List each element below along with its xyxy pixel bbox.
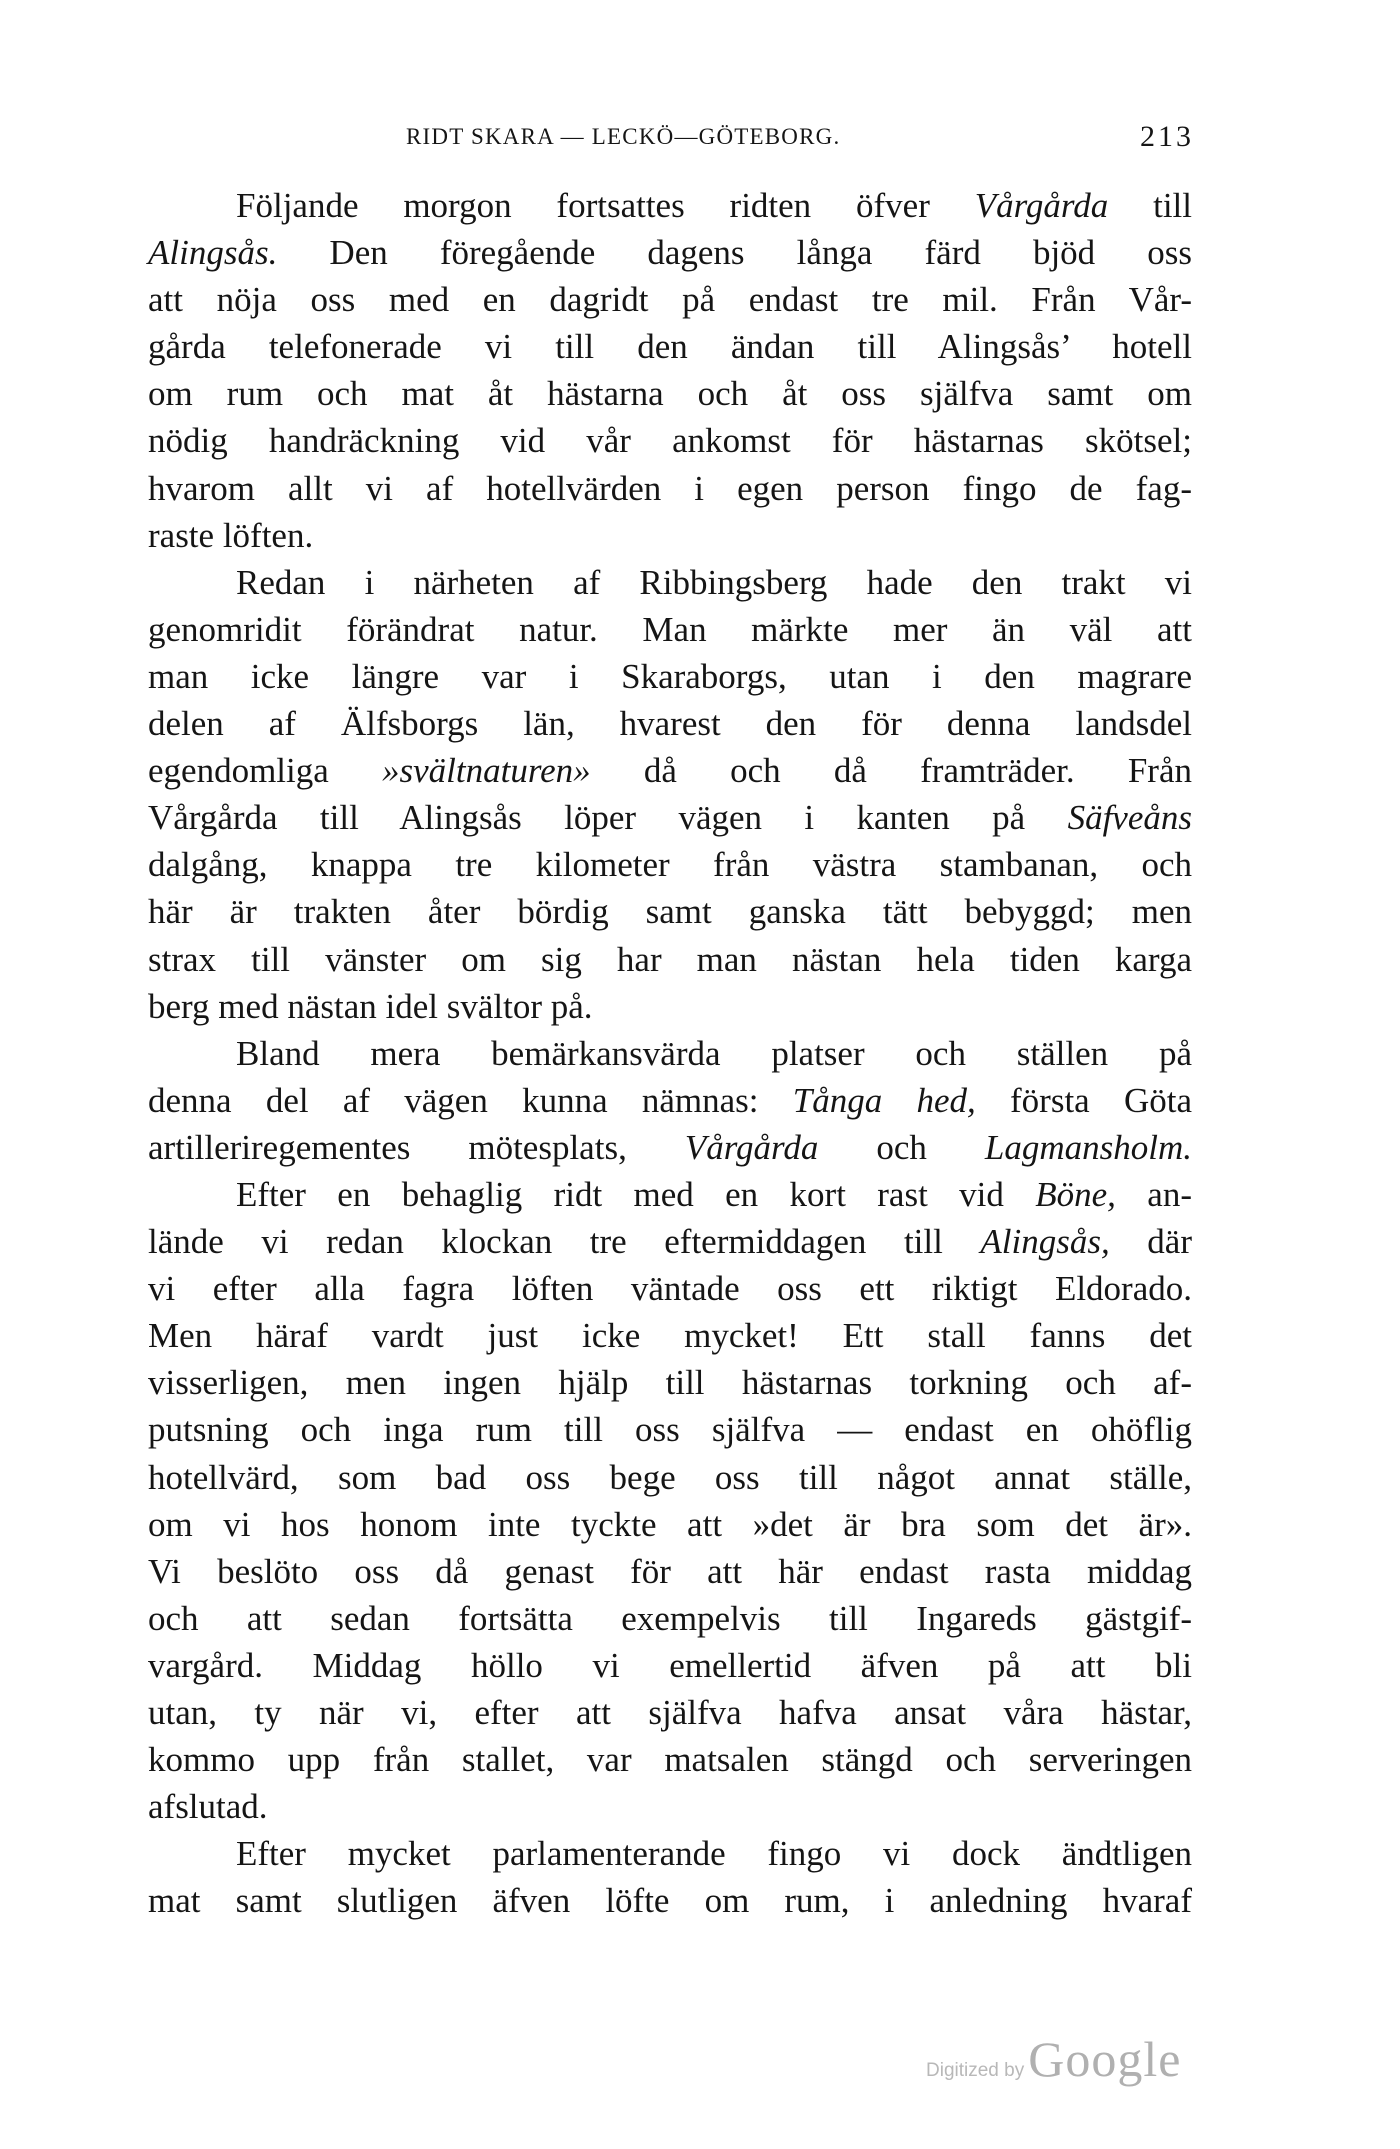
text-line (148, 1077, 1192, 1124)
text-line (148, 1454, 1192, 1501)
text-line (148, 1218, 1192, 1265)
text-line (148, 559, 1192, 606)
text-line (148, 653, 1192, 700)
text-line (148, 417, 1192, 464)
text-run: att nöja oss med en dagridt på endast tre mil. Från Vår- (148, 280, 1192, 320)
text-run: artilleriregementes mötesplats, (148, 1127, 685, 1167)
text-line (148, 841, 1192, 888)
text-run: första Göta (975, 1080, 1192, 1120)
text-line (148, 1736, 1192, 1783)
text-line (148, 1406, 1192, 1453)
text-line (148, 1171, 1192, 1218)
text-run: berg med nästan idel svältor på. (148, 986, 593, 1026)
text-run: Följande morgon fortsattes ridten öfver (236, 186, 975, 225)
italic-text: Vårgårda (974, 186, 1109, 225)
text-run: här är trakten åter bördig samt ganska tätt bebyggd; men (148, 892, 1192, 932)
text-run: genomridit förändrat natur. Man märkte mer än väl att (148, 609, 1192, 649)
text-run: hotellvärd, som bad oss bege oss till något annat ställe, (148, 1457, 1192, 1497)
text-run: putsning och inga rum till oss själfva — endast en ohöflig (148, 1410, 1192, 1450)
text-line (148, 323, 1192, 370)
text-run: egendomliga (148, 751, 382, 791)
text-line (148, 747, 1192, 794)
text-run: Den föregående dagens långa färd bjöd oss (277, 233, 1192, 273)
text-run: och att sedan fortsätta exempelvis till Ingareds gästgif- (148, 1598, 1192, 1638)
text-run: kommo upp från stallet, var matsalen stängd och serveringen (148, 1740, 1192, 1780)
text-line (148, 1265, 1192, 1312)
text-run: denna del af vägen kunna nämnas: (148, 1080, 793, 1120)
text-line (148, 182, 1192, 229)
text-run: visserligen, men ingen hjälp till hästarnas torkning och af- (148, 1363, 1192, 1403)
text-run: an- (1115, 1174, 1192, 1214)
text-run: hvarom allt vi af hotellvärden i egen person fingo de fag- (148, 468, 1192, 508)
text-run: strax till vänster om sig har man nästan hela tiden karga (148, 939, 1192, 979)
text-run: utan, ty när vi, efter att själfva hafva ansat våra hästar, (148, 1693, 1192, 1732)
text-run: gårda telefonerade vi till den ändan till Alingsås’ hotell (148, 327, 1192, 367)
italic-text: »svältnaturen» (382, 751, 591, 791)
text-line (148, 512, 1192, 559)
text-line (148, 1124, 1192, 1171)
text-line (148, 936, 1192, 983)
text-line (148, 370, 1192, 417)
text-line (148, 1030, 1192, 1077)
text-run: Efter mycket parlamenterande fingo vi dock ändtligen (236, 1834, 1192, 1874)
text-line (148, 229, 1192, 276)
text-run: där (1109, 1222, 1192, 1262)
text-line (148, 606, 1192, 653)
text-line (148, 1501, 1192, 1548)
text-run: man icke längre var i Skaraborgs, utan i den magrare (148, 656, 1192, 696)
text-run: och (818, 1127, 985, 1167)
text-run: raste löften. (148, 515, 314, 555)
text-line (148, 1642, 1192, 1689)
text-run: Vi beslöto oss då genast för att här endast rasta middag (148, 1551, 1192, 1591)
text-line (148, 1689, 1192, 1736)
google-logo: Google (1028, 2031, 1182, 2087)
italic-text: Alingsås, (980, 1222, 1110, 1262)
text-line (148, 1359, 1192, 1406)
text-line (148, 700, 1192, 747)
italic-text: Böne, (1035, 1174, 1116, 1214)
text-line (148, 1877, 1192, 1924)
italic-text: Lagmansholm. (984, 1127, 1192, 1167)
body-text (148, 182, 1192, 1924)
text-run: Bland mera bemärkansvärda platser och ställen på (236, 1033, 1192, 1073)
text-run: om rum och mat åt hästarna och åt oss själfva samt om (148, 374, 1192, 414)
text-run: mat samt slutligen äfven löfte om rum, i anledning hvaraf (148, 1881, 1192, 1921)
italic-text: Vårgårda (684, 1127, 819, 1167)
text-run: Men häraf vardt just icke mycket! Ett stall fanns det (148, 1316, 1192, 1356)
italic-text: Tånga hed, (792, 1080, 976, 1120)
text-run: Redan i närheten af Ribbingsberg hade den trakt vi (236, 562, 1192, 602)
text-run: dalgång, knappa tre kilometer från västra stambanan, och (148, 845, 1192, 885)
text-run: om vi hos honom inte tyckte att »det är bra som det är». (148, 1504, 1192, 1544)
text-line (148, 1312, 1192, 1359)
text-run: afslutad. (148, 1787, 268, 1827)
text-line (148, 1783, 1192, 1830)
text-line (148, 1548, 1192, 1595)
text-line (148, 1595, 1192, 1642)
text-line (148, 276, 1192, 323)
running-title: RIDT SKARA — LECKÖ—GÖTEBORG. (406, 124, 841, 149)
page-number: 213 (1140, 120, 1194, 153)
watermark-prefix: Digitized by (926, 2060, 1025, 2081)
text-line (148, 1830, 1192, 1877)
page-header (148, 116, 1194, 166)
digitized-by-google-watermark (926, 2030, 1181, 2090)
text-run: till (1108, 186, 1192, 225)
text-line (148, 983, 1192, 1030)
text-run: vargård. Middag höllo vi emellertid äfven på att bli (148, 1645, 1192, 1685)
text-run: vi efter alla fagra löften väntade oss ett riktigt Eldorado. (148, 1269, 1192, 1309)
text-line (148, 888, 1192, 935)
italic-text: Säfveåns (1067, 798, 1192, 838)
text-line (148, 794, 1192, 841)
text-run: Vårgårda till Alingsås löper vägen i kanten på (148, 798, 1068, 838)
text-run: Efter en behaglig ridt med en kort rast vid (236, 1174, 1036, 1214)
text-run: nödig handräckning vid vår ankomst för hästarnas skötsel; (148, 421, 1192, 461)
italic-text: Alingsås. (148, 233, 278, 273)
text-run: då och då framträder. Från (590, 751, 1192, 791)
text-line (148, 465, 1192, 512)
text-run: lände vi redan klockan tre eftermiddagen till (148, 1222, 981, 1262)
text-run: delen af Älfsborgs län, hvarest den för denna landsdel (148, 704, 1192, 744)
